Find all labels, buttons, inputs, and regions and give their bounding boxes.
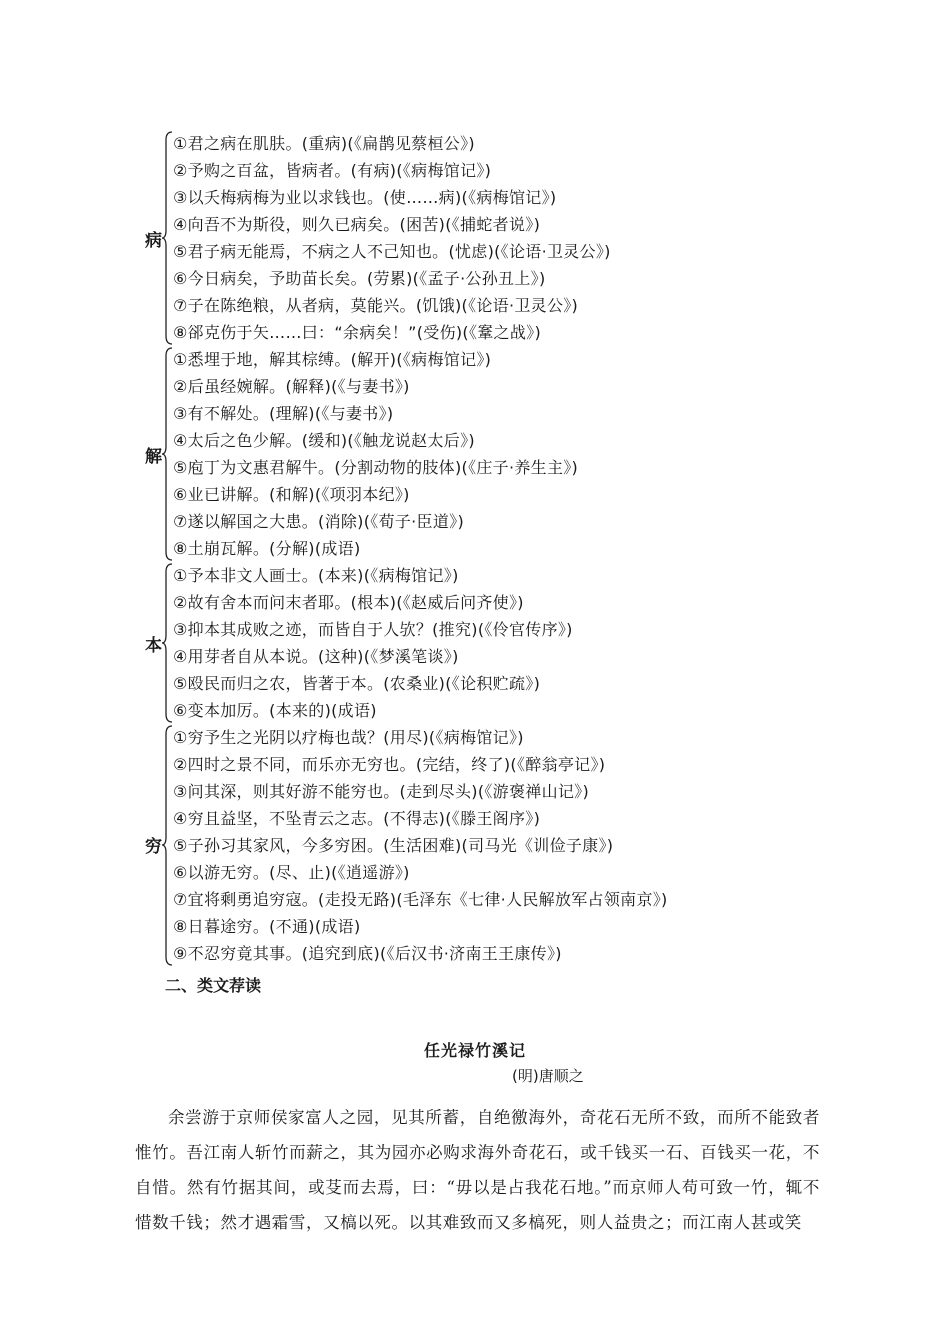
- list-item: ②予购之百盆，皆病者。(有病)(《病梅馆记》): [173, 161, 492, 180]
- list-item: ②故有舍本而问末者耶。(根本)(《赵威后问齐使》): [173, 593, 524, 612]
- list-item: ①予本非文人画士。(本来)(《病梅馆记》): [173, 566, 459, 585]
- list-item: ①悉埋于地，解其棕缚。(解开)(《病梅馆记》): [173, 350, 492, 369]
- list-item: ⑤庖丁为文惠君解牛。(分割动物的肢体)(《庄子·养生主》): [173, 458, 579, 477]
- group-head: 穷: [145, 837, 162, 857]
- article-author: (明)唐顺之: [512, 1067, 584, 1085]
- list-item: ⑥变本加厉。(本来的)(成语): [173, 701, 377, 720]
- article-paragraph: 余尝游于京师侯家富人之园，见其所蓄，自绝徼海外，奇花石无所不致，而所不能致者惟竹。吾江南人斩竹而薪之，其为园亦必购求海外奇花石，或千钱买一石、百钱买一花，不自惜。然有竹据其间，或芟而去焉，曰：“毋以是占我花石地。”而京师人苟可致一竹，辄不惜数千钱；然才遇霜雪，又槁以死。以其难致而又多槁死，则人益贵之；而江南人甚或笑: [135, 1108, 820, 1232]
- list-item: ④太后之色少解。(缓和)(《触龙说赵太后》): [173, 431, 475, 450]
- entry-list: [173, 130, 611, 346]
- list-item: ⑤殴民而归之农，皆著于本。(农桑业)(《论积贮疏》): [173, 674, 541, 693]
- list-item: ⑥以游无穷。(尽、止)(《逍遥游》): [173, 863, 410, 882]
- list-item: ③以夭梅病梅为业以求钱也。(使……病)(《病梅馆记》): [173, 188, 557, 207]
- list-item: ③问其深，则其好游不能穷也。(走到尽头)(《游褒禅山记》): [173, 782, 590, 801]
- list-item: ⑨不忍穷竟其事。(追究到底)(《后汉书·济南王王康传》): [173, 944, 562, 963]
- list-item: ④穷且益坚，不坠青云之志。(不得志)(《滕王阁序》): [173, 809, 541, 828]
- brace-icon: [161, 130, 173, 346]
- list-item: ④用芽者自从本说。(这种)(《梦溪笔谈》): [173, 647, 459, 666]
- group-head: 解: [145, 447, 162, 467]
- list-item: ⑧日暮途穷。(不通)(成语): [173, 917, 361, 936]
- section-heading: 二、类文荐读: [165, 976, 262, 995]
- list-item: ④向吾不为斯役，则久已病矣。(困苦)(《捕蛇者说》): [173, 215, 541, 234]
- list-item: ⑤君子病无能焉，不病之人不己知也。(忧虑)(《论语·卫灵公》): [173, 242, 611, 261]
- list-item: ②四时之景不同，而乐亦无穷也。(完结，终了)(《醉翁亭记》): [173, 755, 606, 774]
- entry-list: [173, 346, 578, 562]
- list-item: ⑧郤克伤于矢……曰：“余病矣！”(受伤)(《鞌之战》): [173, 323, 541, 342]
- entry-list: [173, 724, 668, 967]
- article-title: 任光禄竹溪记: [423, 1041, 526, 1060]
- entry-list: [173, 562, 573, 724]
- brace-icon: [161, 562, 173, 724]
- list-item: ⑥业已讲解。(和解)(《项羽本纪》): [173, 485, 410, 504]
- list-item: ③有不解处。(理解)(《与妻书》): [173, 404, 394, 423]
- group-head: 本: [145, 636, 162, 656]
- list-item: ③抑本其成败之迹，而皆自于人欤？(推究)(《伶官传序》): [173, 620, 573, 639]
- brace-icon: [161, 346, 173, 562]
- list-item: ①穷予生之光阴以疗梅也哉？(用尽)(《病梅馆记》): [173, 728, 524, 747]
- list-item: ②后虽经婉解。(解释)(《与妻书》): [173, 377, 410, 396]
- list-item: ⑤子孙习其家风，今多穷困。(生活困难)(司马光《训俭子康》): [173, 836, 614, 855]
- list-item: ⑦遂以解国之大患。(消除)(《荀子·臣道》): [173, 512, 464, 531]
- brace-icon: [161, 724, 173, 967]
- list-item: ⑥今日病矣，予助苗长矣。(劳累)(《孟子·公孙丑上》): [173, 269, 546, 288]
- list-item: ⑧土崩瓦解。(分解)(成语): [173, 539, 361, 558]
- group-head: 病: [145, 231, 162, 251]
- list-item: ①君之病在肌肤。(重病)(《扁鹊见蔡桓公》): [173, 134, 475, 153]
- list-item: ⑦子在陈绝粮，从者病，莫能兴。(饥饿)(《论语·卫灵公》): [173, 296, 579, 315]
- list-item: ⑦宜将剩勇追穷寇。(走投无路)(毛泽东《七律·人民解放军占领南京》): [173, 890, 668, 909]
